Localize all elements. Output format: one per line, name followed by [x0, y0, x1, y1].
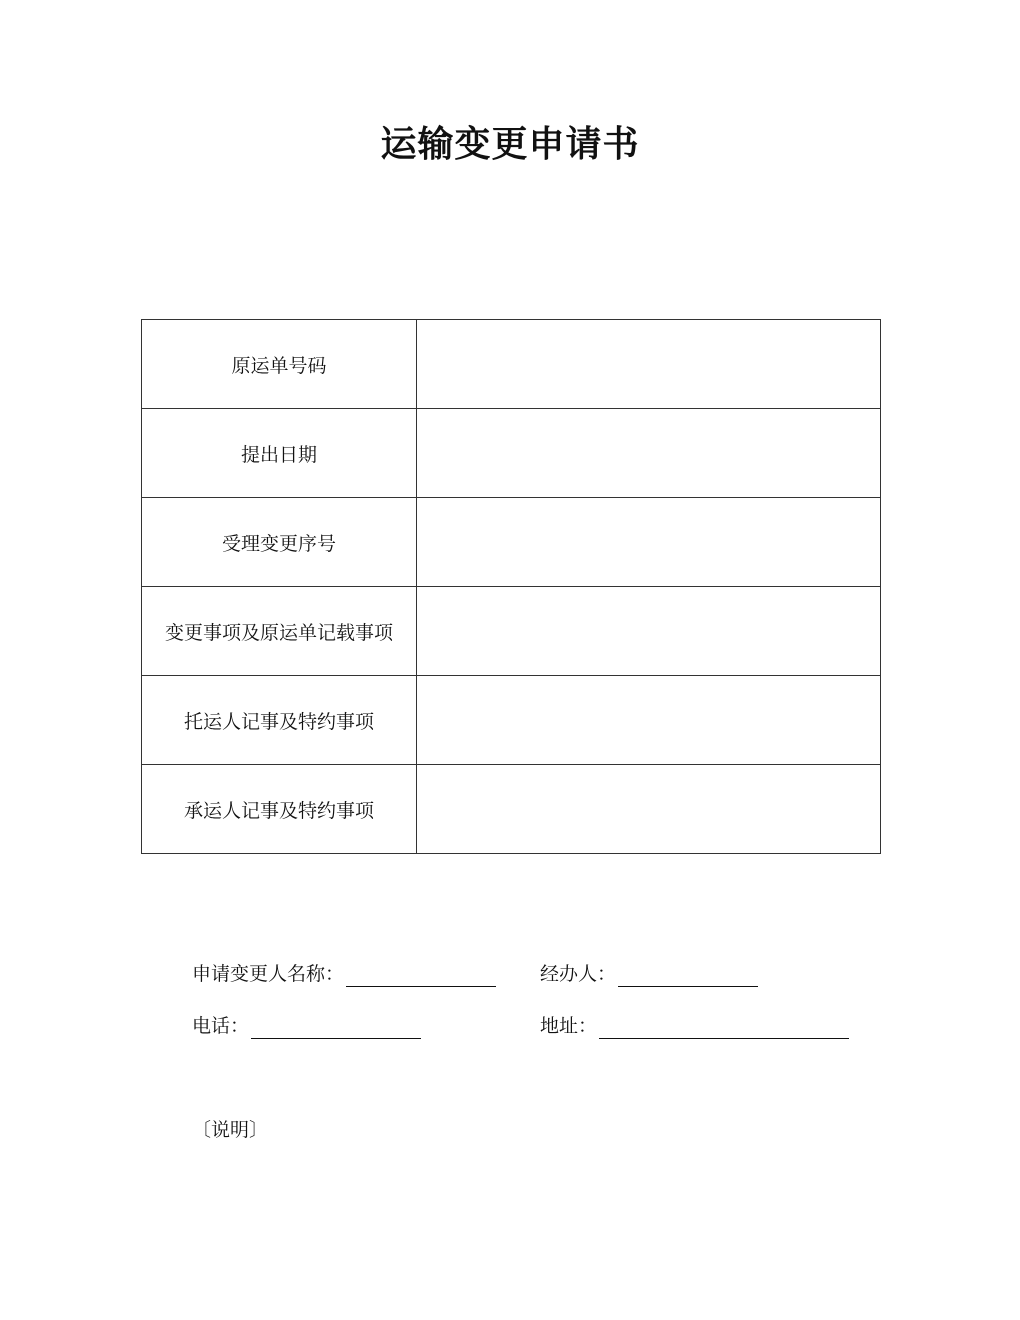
- handler-blank[interactable]: [618, 964, 758, 987]
- phone-blank[interactable]: [251, 1016, 421, 1039]
- row-value-original-waybill-number[interactable]: [417, 320, 881, 409]
- handler-field: [540, 961, 758, 987]
- row-label-change-items: 变更事项及原运单记载事项: [142, 587, 417, 676]
- row-label-submission-date: 提出日期: [142, 409, 417, 498]
- applicant-name-blank[interactable]: [346, 964, 496, 987]
- row-value-change-serial-number[interactable]: [417, 498, 881, 587]
- row-label-original-waybill-number: 原运单号码: [142, 320, 417, 409]
- row-value-submission-date[interactable]: [417, 409, 881, 498]
- row-value-carrier-notes[interactable]: [417, 765, 881, 854]
- row-value-shipper-notes[interactable]: [417, 676, 881, 765]
- row-value-change-items[interactable]: [417, 587, 881, 676]
- transport-change-form-table: [141, 319, 881, 854]
- table-row: [142, 676, 881, 765]
- address-field: [540, 1013, 849, 1039]
- address-label: 地址：: [540, 1015, 598, 1037]
- table-row: [142, 409, 881, 498]
- phone-field: [192, 1013, 421, 1039]
- address-blank[interactable]: [599, 1016, 849, 1039]
- row-label-carrier-notes: 承运人记事及特约事项: [142, 765, 417, 854]
- note-label: 〔说明〕: [192, 1119, 269, 1141]
- table-row: [142, 320, 881, 409]
- phone-label: 电话：: [192, 1015, 250, 1037]
- handler-label: 经办人：: [540, 963, 617, 985]
- table-row: [142, 498, 881, 587]
- table-row: [142, 587, 881, 676]
- applicant-name-label: 申请变更人名称：: [192, 963, 345, 985]
- table-row: [142, 765, 881, 854]
- row-label-shipper-notes: 托运人记事及特约事项: [142, 676, 417, 765]
- document-title: 运输变更申请书: [380, 124, 640, 165]
- row-label-change-serial-number: 受理变更序号: [142, 498, 417, 587]
- applicant-name-field: [192, 961, 496, 987]
